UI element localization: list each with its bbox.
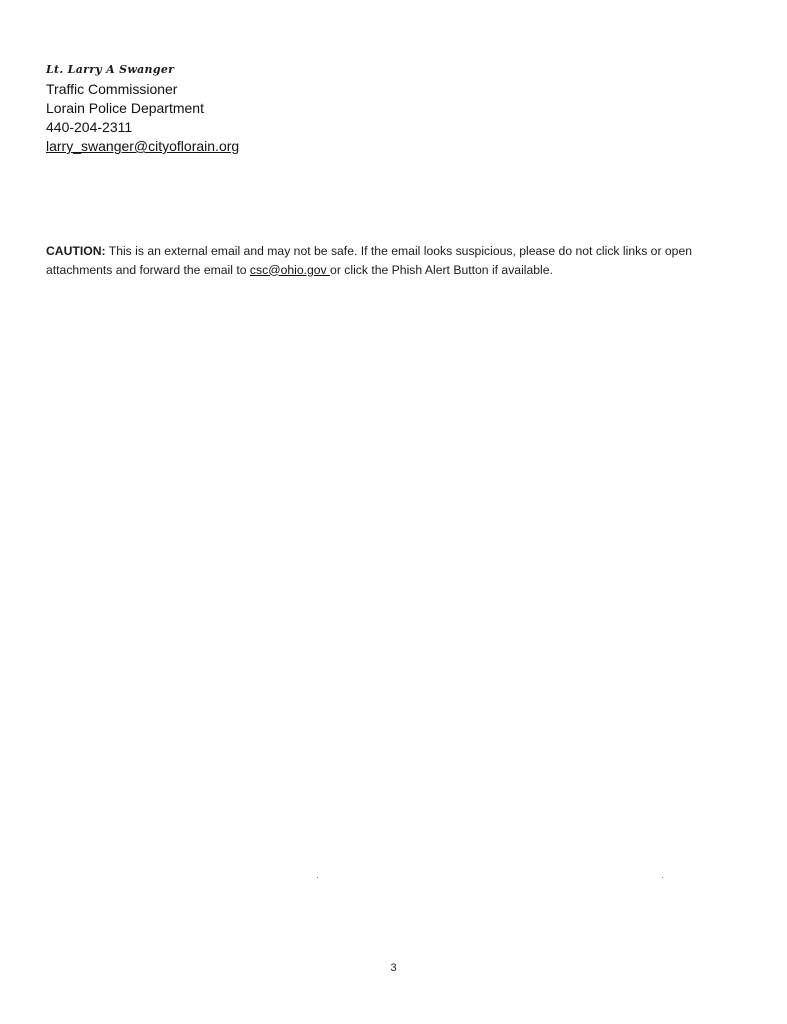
caution-label: CAUTION: <box>46 244 106 258</box>
signature-block <box>46 58 446 156</box>
scan-speck <box>317 877 318 878</box>
caution-email-link[interactable]: csc@ohio.gov <box>249 262 331 277</box>
signature-phone: 440-204-2311 <box>46 119 133 135</box>
signature-name: Lt. Larry A Swanger <box>46 63 175 76</box>
caution-text-end: or click the Phish Alert Button if available. <box>330 262 553 277</box>
signature-department: Lorain Police Department <box>46 100 204 116</box>
page-number: 3 <box>390 962 397 974</box>
signature-title: Traffic Commissioner <box>46 81 178 97</box>
scan-speck <box>662 877 663 878</box>
caution-text: This is an external email and may not be safe. If the email looks suspicious, please do not click links or open attachments and forward the email to <box>46 244 693 277</box>
signature-email-link[interactable]: larry_swanger@cityoflorain.org <box>46 138 240 154</box>
caution-notice <box>46 242 746 279</box>
